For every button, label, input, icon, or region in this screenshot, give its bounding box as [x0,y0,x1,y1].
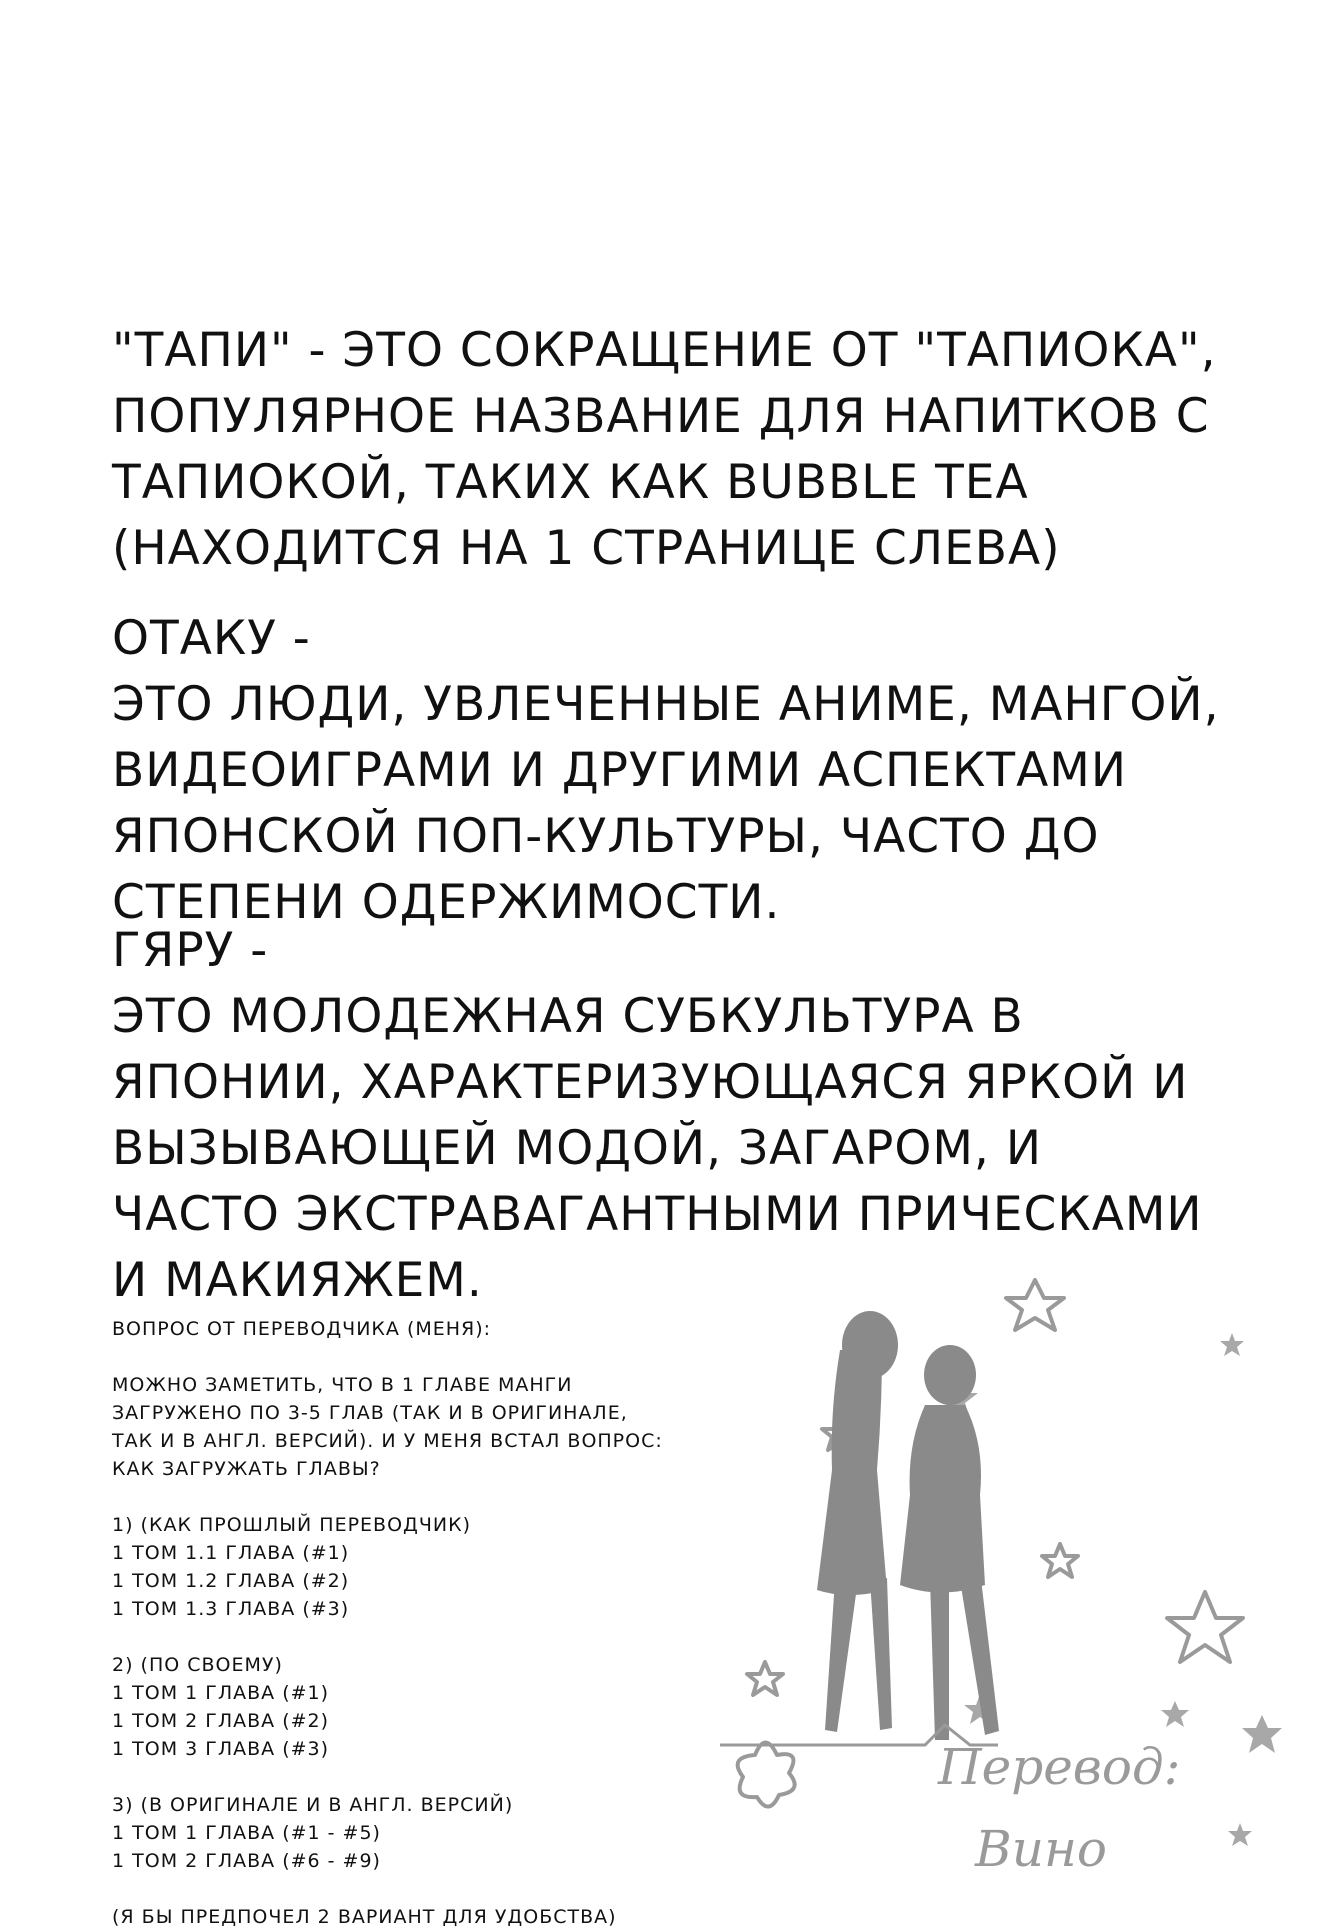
option-line: 1 ТОМ 2 ГЛАВА (#2) [112,1710,330,1732]
silhouette-illustration [720,1260,1338,1900]
question-line: ЗАГРУЖЕНО ПО 3-5 ГЛАВ (ТАК И В ОРИГИНАЛЕ, [112,1402,628,1424]
note-line: ЯПОНСКОЙ ПОП-КУЛЬТУРЫ, ЧАСТО ДО [112,809,1100,864]
note-tapi [112,318,1242,582]
signature-line-2: Вино [975,1820,1107,1878]
option-line: 1 ТОМ 1.2 ГЛАВА (#2) [112,1570,350,1592]
star-filled-icon [1242,1715,1282,1753]
star-outline-icon [1042,1544,1078,1577]
option-line: 1 ТОМ 1.1 ГЛАВА (#1) [112,1542,350,1564]
option-line: 1 ТОМ 1 ГЛАВА (#1 - #5) [112,1822,381,1844]
signature-line-1: Перевод: [938,1738,1181,1796]
star-outline-icon [1006,1280,1064,1330]
option-line: 3) (В ОРИГИНАЛЕ И В АНГЛ. ВЕРСИЙ) [112,1794,514,1816]
note-line: ЭТО ЛЮДИ, УВЛЕЧЕННЫЕ АНИМЕ, МАНГОЙ, [112,677,1220,732]
option-line: 2) (ПО СВОЕМУ) [112,1654,283,1676]
option-line: 1 ТОМ 3 ГЛАВА (#3) [112,1738,330,1760]
flower-outline-icon [738,1743,795,1807]
note-line: СТЕПЕНИ ОДЕРЖИМОСТИ. [112,875,781,930]
star-outline-icon [747,1662,783,1695]
note-line: ПОПУЛЯРНОЕ НАЗВАНИЕ ДЛЯ НАПИТКОВ С [112,389,1210,444]
note-line: "ТАПИ" - ЭТО СОКРАЩЕНИЕ ОТ "ТАПИОКА", [112,323,1217,378]
question-line: МОЖНО ЗАМЕТИТЬ, ЧТО В 1 ГЛАВЕ МАНГИ [112,1374,573,1396]
star-outline-icon [1167,1592,1243,1662]
option-line: 1 ТОМ 1 ГЛАВА (#1) [112,1682,330,1704]
note-line: ОТАКУ - [112,611,311,666]
question-line: ТАК И В АНГЛ. ВЕРСИЙ). И У МЕНЯ ВСТАЛ ВОПРОС: [112,1430,663,1452]
option-line: 1) (КАК ПРОШЛЫЙ ПЕРЕВОДЧИК) [112,1514,472,1536]
option-line: 1 ТОМ 2 ГЛАВА (#6 - #9) [112,1850,381,1872]
note-otaku [112,606,1242,936]
note-line: ЯПОНИИ, ХАРАКТЕРИЗУЮЩАЯСЯ ЯРКОЙ И [112,1055,1189,1110]
note-line: ЧАСТО ЭКСТРАВАГАНТНЫМИ ПРИЧЕСКАМИ [112,1187,1203,1242]
question-line: КАК ЗАГРУЖАТЬ ГЛАВЫ? [112,1458,381,1480]
star-filled-icon [1161,1701,1189,1727]
note-line: ВЫЗЫВАЮЩЕЙ МОДОЙ, ЗАГАРОМ, И [112,1121,1042,1176]
note-gyaru [112,918,1242,1314]
two-girls-silhouette [817,1311,999,1740]
star-filled-icon [1220,1333,1244,1356]
translator-question [112,1315,752,1931]
note-line: ЭТО МОЛОДЕЖНАЯ СУБКУЛЬТУРА В [112,989,1024,1044]
option-line: 1 ТОМ 1.3 ГЛАВА (#3) [112,1598,350,1620]
note-line: И МАКИЯЖЕМ. [112,1253,483,1308]
note-line: ТАПИОКОЙ, ТАКИХ КАК BUBBLE TEA [112,455,1029,510]
preference-line: (Я БЫ ПРЕДПОЧЕЛ 2 ВАРИАНТ ДЛЯ УДОБСТВА) [112,1906,617,1928]
star-filled-icon [1228,1823,1252,1846]
note-line: ВИДЕОИГРАМИ И ДРУГИМИ АСПЕКТАМИ [112,743,1127,798]
note-line: (НАХОДИТСЯ НА 1 СТРАНИЦЕ СЛЕВА) [112,521,1061,576]
question-heading: ВОПРОС ОТ ПЕРЕВОДЧИКА (МЕНЯ): [112,1318,492,1340]
note-line: ГЯРУ - [112,923,269,978]
